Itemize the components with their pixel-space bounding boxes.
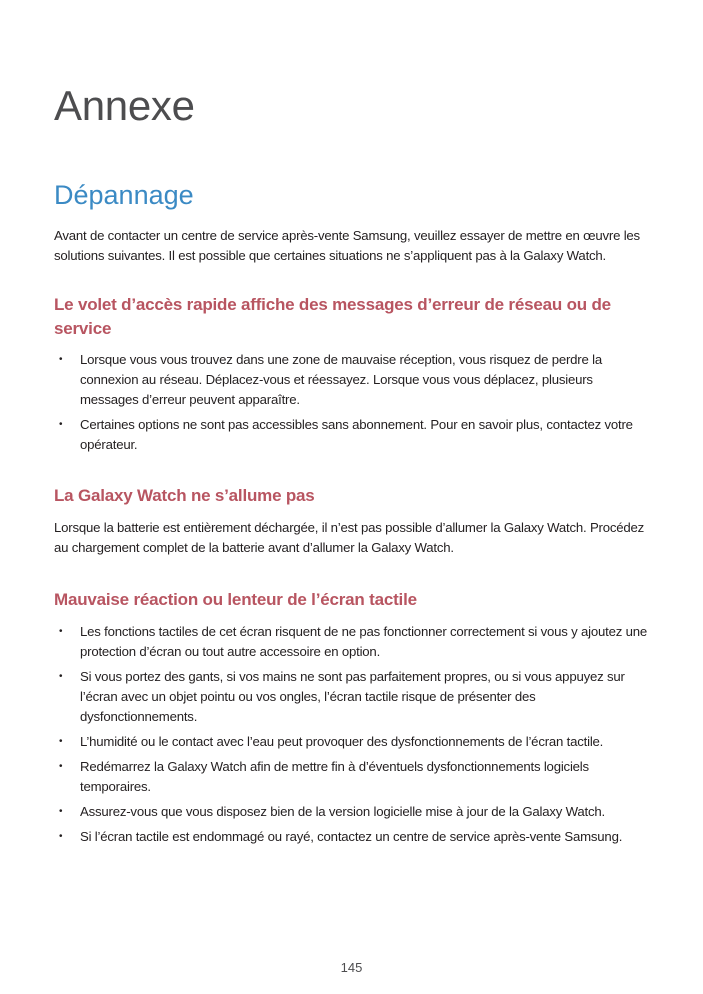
- bullet-icon: •: [59, 671, 63, 682]
- list-item: [54, 732, 654, 752]
- list-item: [54, 622, 654, 662]
- bullet-icon: •: [59, 626, 63, 637]
- bullet-text: Lorsque vous vous trouvez dans une zone de mauvaise réception, vous risquez de perdre la connexion au réseau. Déplacez-vous et réessayez. Lorsque vous vous déplacez, plusieurs messages d’erreur peuvent apparaître.: [80, 352, 602, 407]
- topic-title-touchscreen: Mauvaise réaction ou lenteur de l’écran tactile: [54, 590, 417, 609]
- bullet-icon: •: [59, 354, 63, 365]
- list-item: [54, 415, 654, 455]
- chapter-title: Annexe: [54, 82, 195, 129]
- bullet-text: L’humidité ou le contact avec l’eau peut provoquer des dysfonctionnements de l’écran tactile.: [80, 734, 604, 749]
- bullet-text: Certaines options ne sont pas accessibles sans abonnement. Pour en savoir plus, contactez votre opérateur.: [80, 417, 633, 452]
- bullet-text: Les fonctions tactiles de cet écran risquent de ne pas fonctionner correctement si vous y ajoutez une protection d’écran ou tout autre accessoire en option.: [80, 624, 647, 659]
- bullet-text: Si vous portez des gants, si vos mains ne sont pas parfaitement propres, ou si vous appuyez sur l’écran avec un objet pointu ou vos ongles, l’écran tactile risque de présenter des dysfonctionnements.: [80, 669, 625, 724]
- list-item: [54, 350, 654, 410]
- section-title: Dépannage: [54, 180, 194, 210]
- topic-touchscreen-bullets: [54, 622, 654, 852]
- page-number: 145: [340, 960, 363, 975]
- bullet-icon: •: [59, 419, 63, 430]
- topic-power-paragraph: Lorsque la batterie est entièrement déchargée, il n’est pas possible d’allumer la Galaxy Watch. Procédez au chargement complet de la batterie avant d’allumer la Galaxy Watch.: [54, 520, 645, 555]
- topic-title-power: La Galaxy Watch ne s’allume pas: [54, 486, 315, 505]
- bullet-text: Assurez-vous que vous disposez bien de la version logicielle mise à jour de la Galaxy Watch.: [80, 804, 605, 819]
- topic-network-bullets: [54, 350, 654, 460]
- bullet-text: Redémarrez la Galaxy Watch afin de mettre fin à d’éventuels dysfonctionnements logiciels temporaires.: [80, 759, 589, 794]
- list-item: [54, 757, 654, 797]
- bullet-icon: •: [59, 761, 63, 772]
- intro-paragraph: Avant de contacter un centre de service après-vente Samsung, veuillez essayer de mettre en œuvre les solutions suivantes. Il est possible que certaines situations ne s’appliquent pas à la Galaxy Watch.: [54, 228, 640, 263]
- list-item: [54, 802, 654, 822]
- topic-title-network-error: Le volet d’accès rapide affiche des messages d’erreur de réseau ou de service: [54, 295, 611, 338]
- list-item: [54, 827, 654, 847]
- bullet-text: Si l’écran tactile est endommagé ou rayé, contactez un centre de service après-vente Samsung.: [80, 829, 623, 844]
- bullet-icon: •: [59, 806, 63, 817]
- bullet-icon: •: [59, 736, 63, 747]
- bullet-icon: •: [59, 831, 63, 842]
- list-item: [54, 667, 654, 727]
